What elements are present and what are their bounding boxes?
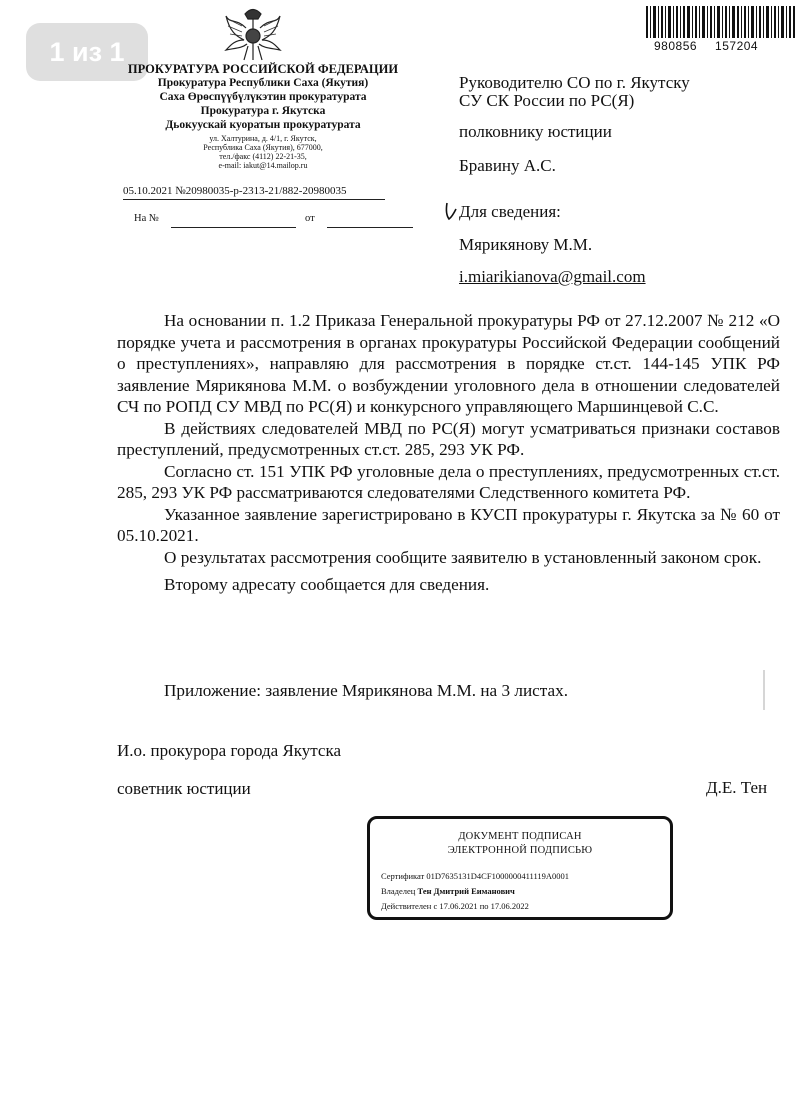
header-line: Прокуратура Республики Саха (Якутия) bbox=[157, 77, 369, 89]
electronic-signature-stamp bbox=[367, 816, 673, 920]
header-line: Саха Өрөспүүбүлүкэтин прокуратурата bbox=[159, 91, 367, 103]
body-paragraph: Второму адресату сообщается для сведения. bbox=[164, 575, 490, 594]
reference-date-label: от bbox=[305, 213, 315, 224]
second-addressee-name: Мярикянову М.М. bbox=[459, 235, 593, 254]
stamp-title: ЭЛЕКТРОННОЙ ПОДПИСЬЮ bbox=[447, 845, 593, 856]
stamp-label: Владелец bbox=[381, 886, 416, 896]
signatory-name: Д.Е. Тен bbox=[706, 778, 768, 797]
body-paragraph: На основании п. 1.2 Приказа Генеральной прокуратуры РФ от 27.12.2007 № 212 «О порядке учета и рассмотрения в органах прокуратуры Российской Федерации сообщений о преступлениях», направляю для рассмотрения в порядке ст.ст. 144-145 УПК РФ заявление Мярикянова М.М. о возбуждении уголовного дела в отношении следователей СЧ по РОПД СУ МВД по РС(Я) и конкурсного управляющего Маршинцевой С.С. bbox=[117, 311, 780, 416]
barcode-number-part: 157204 bbox=[715, 39, 759, 53]
address-line: e-mail: iakut@14.mailop.ru bbox=[218, 161, 308, 170]
header-line: Дьокуускай куоратын прокуратурата bbox=[165, 119, 361, 131]
prosecutor-office-header bbox=[96, 62, 430, 132]
address-line: тел./факс (4112) 22-21-35, bbox=[219, 152, 307, 161]
body-paragraph: Указанное заявление зарегистрировано в КУСП прокуратуры г. Якутска за № 60 от 05.10.2021. bbox=[117, 504, 780, 545]
stamp-owner-value: Тен Дмитрий Еиманович bbox=[417, 886, 515, 896]
attachment-note bbox=[117, 680, 780, 702]
attachment-text: Приложение: заявление Мярикянова М.М. на 3 листах. bbox=[164, 681, 569, 700]
barcode-icon bbox=[646, 6, 796, 38]
letter-body bbox=[117, 310, 780, 596]
signatory-rank: советник юстиции bbox=[117, 779, 251, 798]
coat-of-arms-icon bbox=[222, 6, 284, 64]
stamp-valid-from: 17.06.2021 bbox=[439, 901, 478, 911]
stamp-label: с bbox=[433, 901, 438, 911]
stamp-label: Сертификат bbox=[381, 871, 425, 881]
header-line: Прокуратура г. Якутска bbox=[200, 105, 326, 117]
stamp-label: по bbox=[479, 901, 489, 911]
stamp-title: ДОКУМЕНТ ПОДПИСАН bbox=[458, 831, 582, 842]
stamp-owner bbox=[381, 886, 515, 896]
body-paragraph: В действиях следователей МВД по РС(Я) могут усматриваться признаки составов преступлений, предусмотренных ст.ст. 285, 293 УК РФ. bbox=[117, 418, 780, 459]
for-information-label: Для сведения: bbox=[459, 202, 561, 221]
addressee-rank: полковнику юстиции bbox=[459, 122, 612, 141]
address-line: Республика Саха (Якутия), 677000, bbox=[203, 143, 323, 152]
document-reference: 05.10.2021 №20980035-р-2313-21/882-20980035 bbox=[123, 185, 347, 197]
addressee-line: СУ СК России по РС(Я) bbox=[459, 91, 635, 110]
divider bbox=[123, 199, 385, 200]
addressee-name: Бравину А.С. bbox=[459, 156, 556, 175]
stamp-validity bbox=[381, 901, 529, 911]
body-paragraph: Согласно ст. 151 УПК РФ уголовные дела о преступлениях, предусмотренных ст.ст. 285, 293 УК РФ рассматриваются следователями Следственного комитета РФ. bbox=[117, 461, 780, 502]
office-address bbox=[96, 134, 430, 170]
scan-artifact bbox=[763, 670, 765, 710]
reference-date-blank bbox=[327, 227, 413, 228]
stamp-certificate bbox=[381, 871, 569, 881]
barcode-number bbox=[654, 39, 776, 53]
signatory-title: И.о. прокурора города Якутска bbox=[117, 741, 342, 760]
email-link[interactable]: i.miarikianova@gmail.com bbox=[459, 267, 646, 286]
body-paragraph: О результатах рассмотрения сообщите заявителю в установленный законом срок. bbox=[164, 547, 762, 567]
address-line: ул. Халтурина, д. 4/1, г. Якутск, bbox=[209, 134, 317, 143]
handwritten-mark-icon bbox=[444, 201, 458, 221]
reference-number-label: На № bbox=[134, 213, 159, 224]
reference-number-blank bbox=[171, 227, 296, 228]
stamp-certificate-value: 01D7635131D4CF1000000411119A0001 bbox=[426, 871, 570, 881]
stamp-valid-to: 17.06.2022 bbox=[490, 901, 529, 911]
page-counter: 1 из 1 bbox=[26, 23, 148, 81]
header-line: ПРОКУРАТУРА РОССИЙСКОЙ ФЕДЕРАЦИИ bbox=[127, 62, 399, 76]
stamp-label: Действителен bbox=[381, 901, 432, 911]
barcode-number-part: 980856 bbox=[654, 39, 698, 53]
addressee-line: Руководителю СО по г. Якутску bbox=[459, 73, 690, 92]
